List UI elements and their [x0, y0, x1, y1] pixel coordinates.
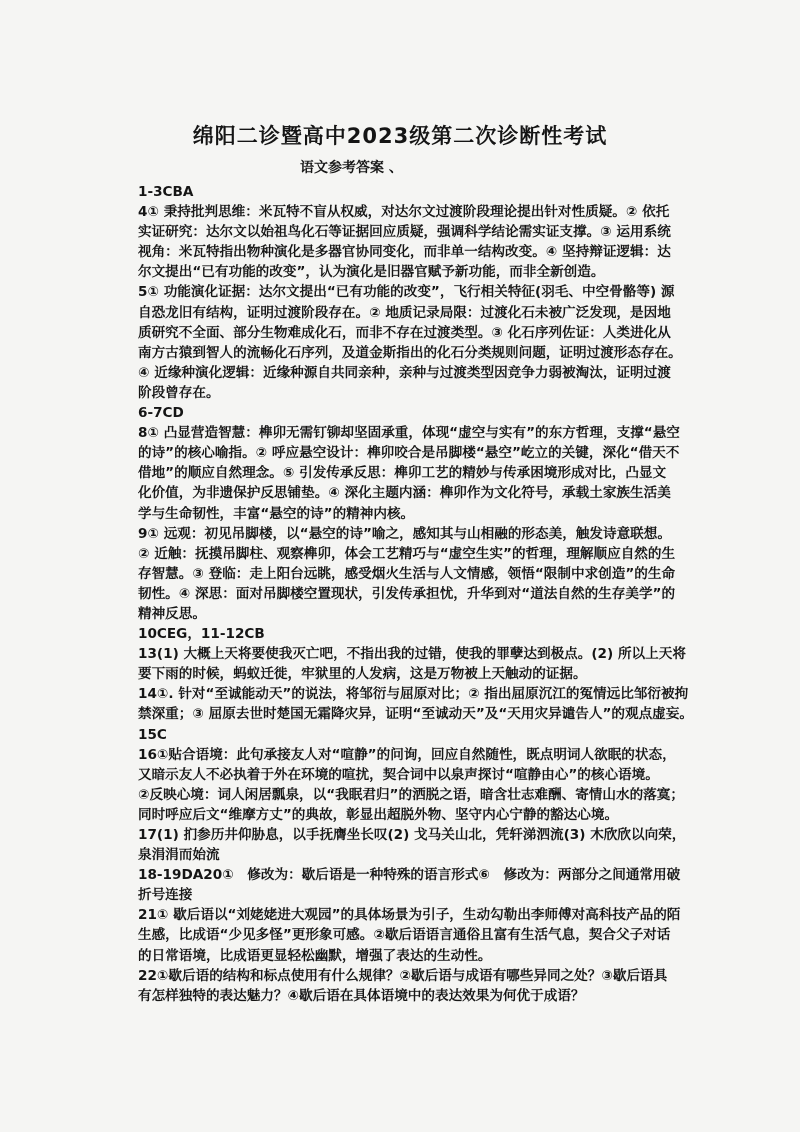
answer-line: 的诗”的核心喻指。② 呼应悬空设计：榫卯咬合是吊脚楼“悬空”屹立的关键，深化“借天不	[138, 445, 680, 462]
answer-line: 15C	[138, 726, 167, 743]
answer-line: 1-3CBA	[138, 184, 194, 200]
answer-line: 禁深重；③ 屈原去世时楚国无霜降灾异，证明“至诚动天”及“天用灾异谴告人”的观点虚妄。	[138, 706, 693, 723]
answer-line: 10CEG，11-12CB	[138, 626, 265, 643]
answer-line: 13(1) 大概上天将要使我灭亡吧，不指出我的过错，使我的罪孽达到极点。(2) 所以上天将	[138, 646, 686, 663]
answer-line: 尔文提出“已有功能的改变”，认为演化是旧器官赋予新功能，而非全新创造。	[138, 264, 605, 281]
answer-line: 生感，比成语“少见多怪”更形象可感。②歇后语语言通俗且富有生活气息，契合父子对话	[138, 927, 671, 944]
answer-line: 精神反思。	[138, 605, 206, 622]
document-title: 绵阳二诊暨高中2023级第二次诊断性考试	[192, 124, 608, 148]
answer-line: 自恐龙旧有结构，证明过渡阶段存在。② 地质记录局限：过渡化石未被广泛发现，是因地	[138, 304, 671, 321]
answer-line: 实证研究：达尔文以始祖鸟化石等证据回应质疑，强调科学结论需实证支撑。③ 运用系统	[138, 224, 671, 241]
answer-line: 5① 功能演化证据：达尔文提出“已有功能的改变”，飞行相关特征(羽毛、中空骨骼等) 源	[138, 284, 675, 301]
answer-line: 泉涓涓而始流	[138, 847, 220, 864]
answer-line: 16①贴合语境：此句承接友人对“喧静”的问询，回应自然随性，既点明词人欲眠的状态，	[138, 746, 676, 763]
answer-line: ② 近触：抚摸吊脚柱、观察榫卯，体会工艺精巧与“虚空生实”的哲理，理解顺应自然的生	[138, 545, 676, 562]
answer-line: 有怎样独特的表达魅力？④歇后语在具体语境中的表达效果为何优于成语？	[138, 987, 585, 1004]
answer-line: 9① 远观：初见吊脚楼，以“悬空的诗”喻之，感知其与山相融的形态美，触发诗意联想。	[138, 525, 671, 542]
answer-line: 18-19DA20① 修改为：歇后语是一种特殊的语言形式⑥ 修改为：两部分之间通常用破	[138, 867, 681, 884]
answer-line: 17(1) 扪参历井仰胁息，以手抚膺坐长叹(2) 戈马关山北，凭轩涕泗流(3) 木欣欣以向荣，	[138, 827, 686, 843]
answer-line: ②反映心境：词人闲居瓢泉，以“我眠君归”的洒脱之语，暗含壮志难酬、寄情山水的落寞；	[138, 786, 684, 803]
answer-line: 质研究不全面、部分生物难成化石，而非不存在过渡类型。③ 化石序列佐证：人类进化从	[138, 324, 671, 341]
answer-line: ④ 近缘种演化逻辑：近缘种源自共同亲种，亲种与过渡类型因竞争力弱被淘汰，证明过渡	[138, 364, 671, 381]
answer-line: 14①. 针对“至诚能动天”的说法，将邹衍与屈原对比；② 指出屈原沉江的冤情远比邹衍被拘	[138, 686, 689, 703]
answer-line: 要下雨的时候，蚂蚁迁徙，牢狱里的人发病，这是万物被上天触动的证据。	[138, 666, 587, 683]
answer-line: 同时呼应后文“维摩方丈”的典故，彰显出超脱外物、坚守内心宁静的豁达心境。	[138, 806, 619, 823]
answer-line: 8① 凸显营造智慧：榫卯无需钉铆却坚固承重，体现“虚空与实有”的东方哲理，支撑“悬空	[138, 425, 680, 442]
answer-line: 借地”的顺应自然理念。⑤ 引发传承反思：榫卯工艺的精妙与传承困境形成对比，凸显文	[138, 465, 667, 482]
answer-line: 化价值，为非遗保护反思铺垫。④ 深化主题内涵：榫卯作为文化符号，承载土家族生活美	[138, 485, 671, 502]
document-subtitle: 语文参考答案 、	[300, 160, 403, 176]
answer-line: 4① 秉持批判思维：米瓦特不盲从权威，对达尔文过渡阶段理论提出针对性质疑。② 依托	[138, 204, 670, 221]
answer-line: 22①歇后语的结构和标点使用有什么规律？②歇后语与成语有哪些异同之处？③歇后语具	[138, 967, 668, 984]
answer-line: 存智慧。③ 登临：走上阳台远眺，感受烟火生活与人文情感，领悟“限制中求创造”的生命	[138, 565, 676, 582]
answer-line: 6-7CD	[138, 405, 184, 422]
answer-line: 的日常语境，比成语更显轻松幽默，增强了表达的生动性。	[138, 947, 492, 964]
answer-line: 视角：米瓦特指出物种演化是多器官协同变化，而非单一结构改变。④ 坚持辩证逻辑：达	[138, 244, 671, 261]
answer-line: 又暗示友人不必执着于外在环境的喧扰，契合词中以泉声探讨“喧静由心”的核心语境。	[138, 766, 659, 783]
answer-line: 韧性。④ 深思：面对吊脚楼空置现状，引发传承担忧，升华到对“道法自然的生存美学”的	[138, 585, 676, 602]
answer-line: 阶段曾存在。	[138, 384, 220, 401]
answer-line: 学与生命韧性，丰富“悬空的诗”的精神内核。	[138, 505, 415, 522]
answer-line: 南方古猿到智人的流畅化石序列，及道金斯指出的化石分类规则问题，证明过渡形态存在。	[138, 344, 682, 361]
answer-line: 21① 歇后语以“刘姥姥进大观园”的具体场景为引子，生动勾勒出李师傅对高科技产品的陌	[138, 907, 681, 924]
answer-line: 折号连接	[138, 887, 193, 904]
answer-body	[138, 182, 698, 1006]
